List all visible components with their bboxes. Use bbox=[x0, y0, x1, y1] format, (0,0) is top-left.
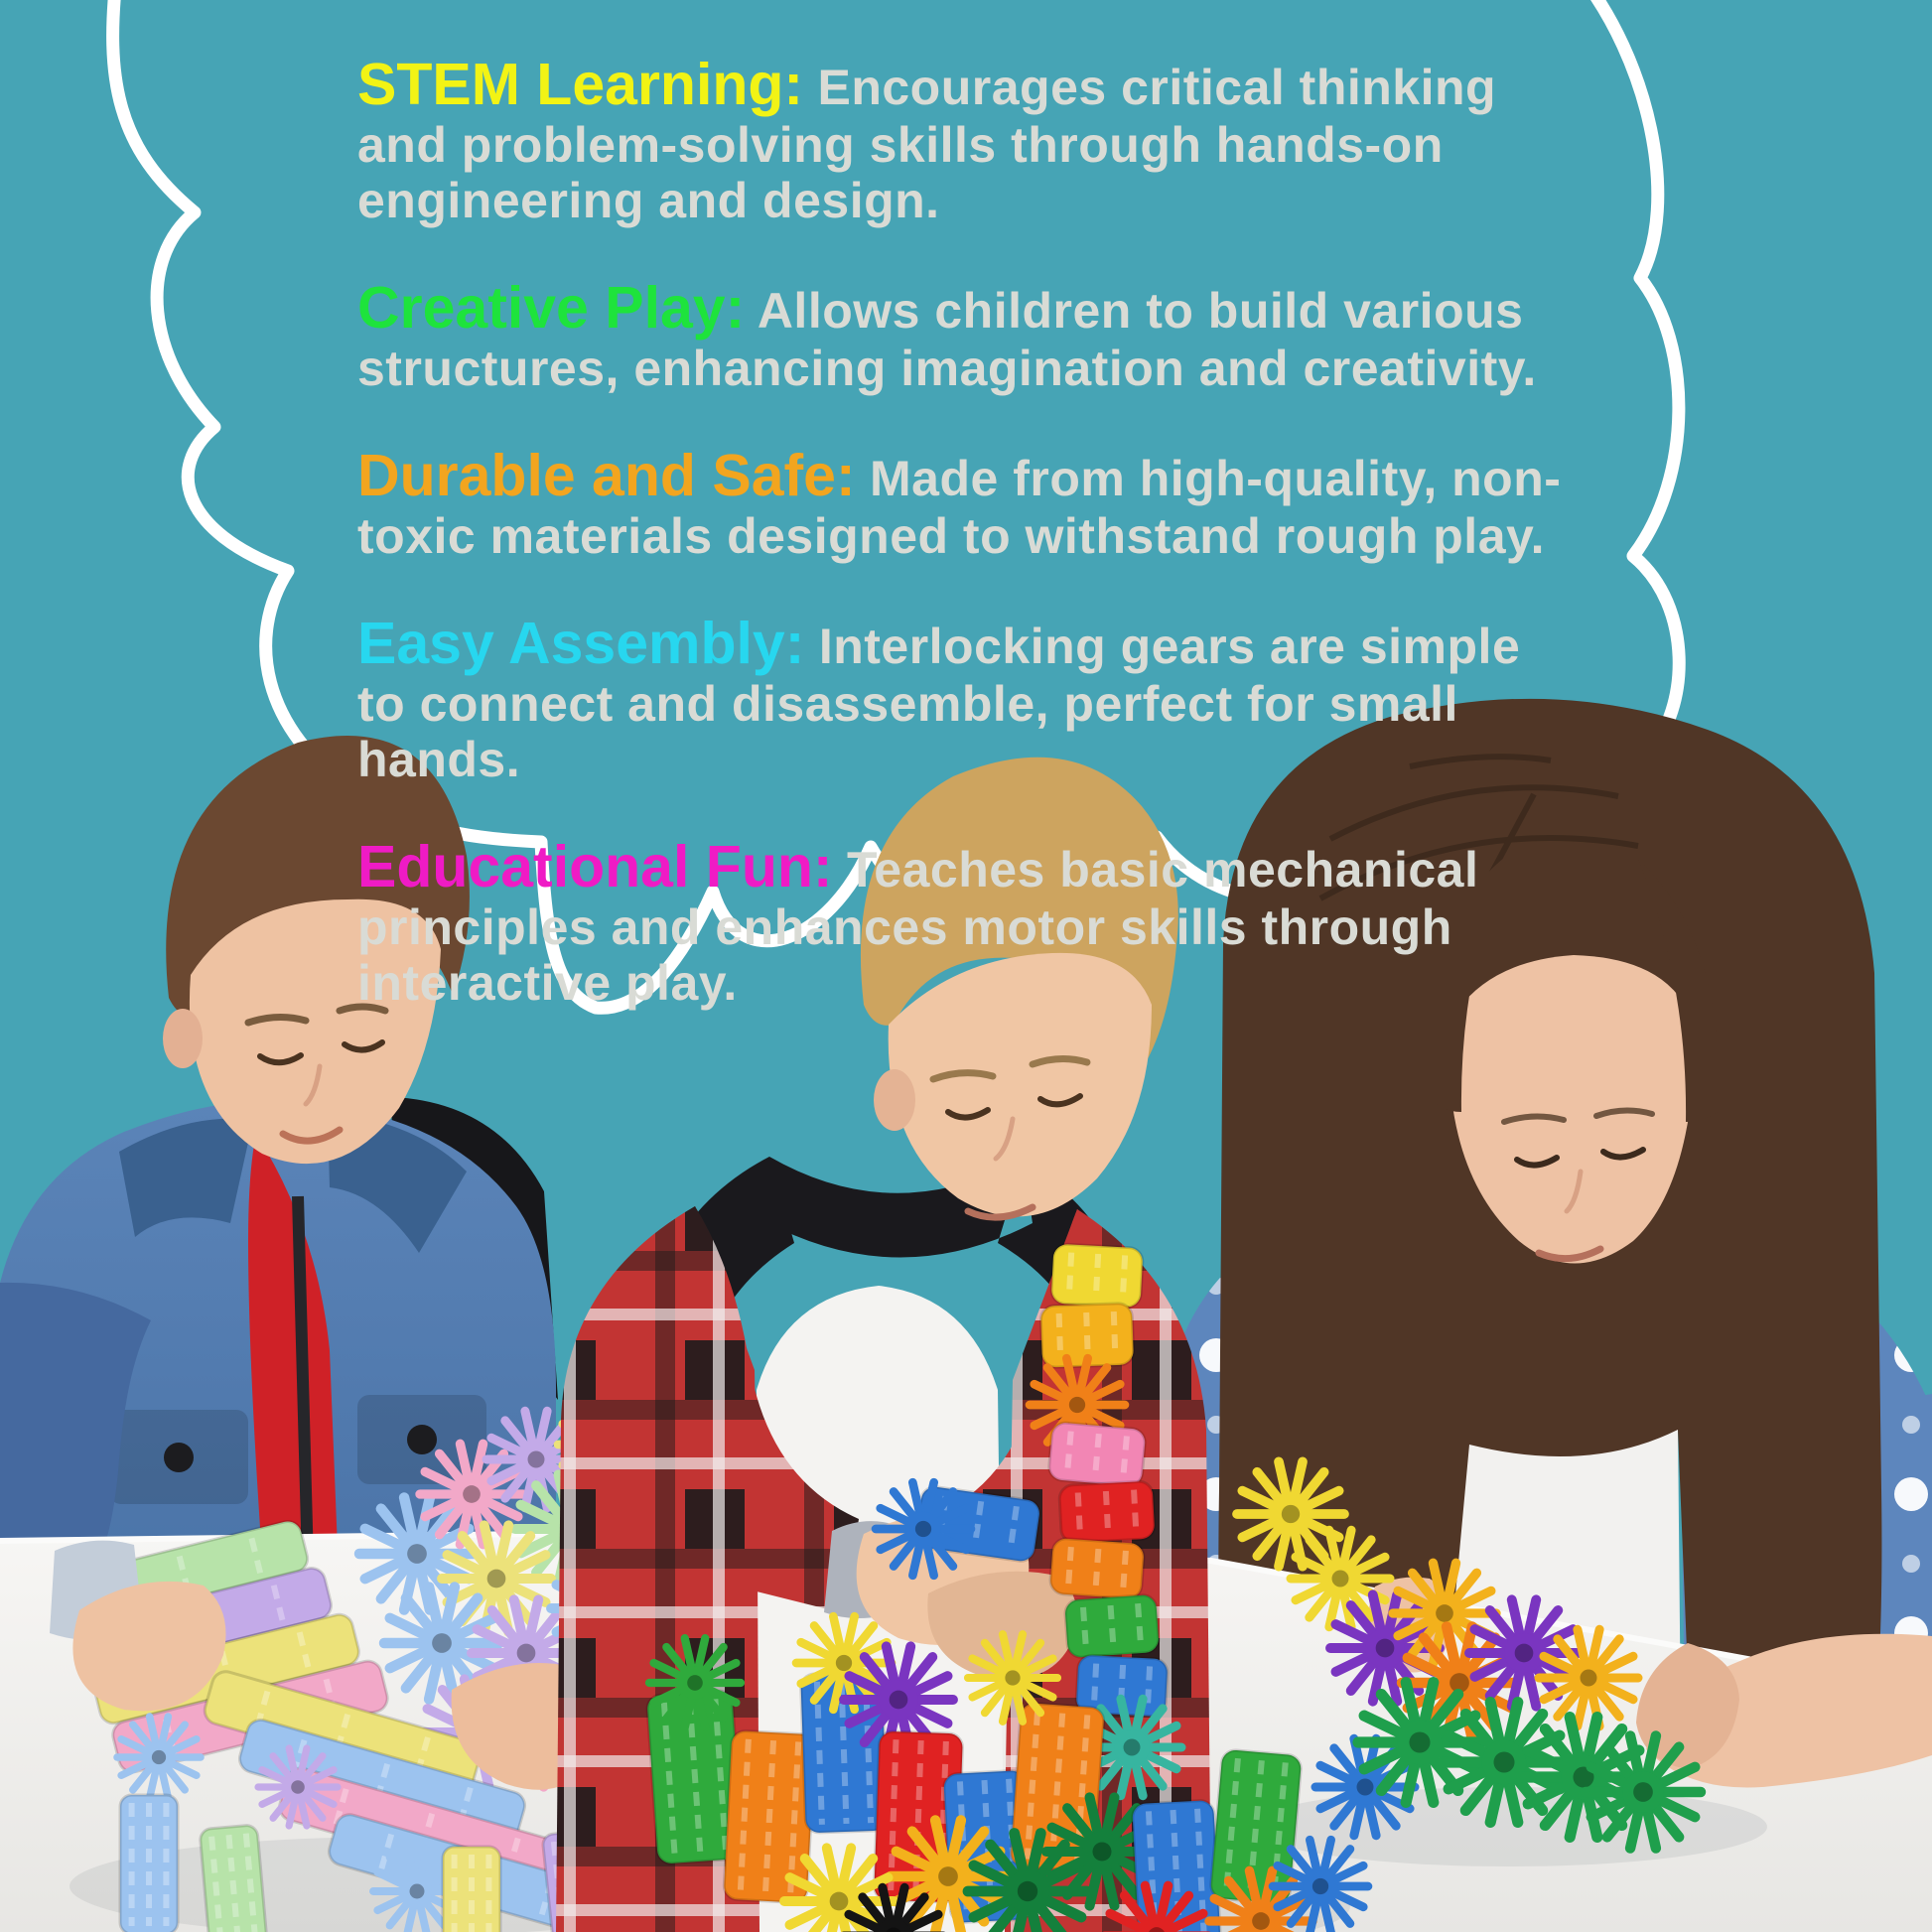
feature-heading: Creative Play: bbox=[357, 275, 746, 342]
gear-column bbox=[724, 1730, 816, 1903]
feature-item bbox=[357, 52, 1574, 228]
gear-column bbox=[1049, 1538, 1145, 1599]
gear-column bbox=[1050, 1244, 1143, 1309]
feature-heading: STEM Learning: bbox=[357, 52, 804, 117]
gear-column bbox=[443, 1847, 500, 1932]
gear-column bbox=[120, 1795, 178, 1932]
feature-item bbox=[357, 611, 1574, 787]
feature-heading: Durable and Safe: bbox=[357, 443, 856, 509]
gear-column bbox=[1059, 1481, 1156, 1544]
feature-body: Teaches basic mechanical principles and enhances motor skills through interactive play. bbox=[357, 842, 1479, 1012]
feature-heading: Educational Fun: bbox=[357, 834, 833, 900]
feature-body: Made from high-quality, non-toxic materials designed to withstand rough play. bbox=[357, 451, 1562, 565]
gear-column bbox=[1048, 1422, 1147, 1487]
gear-column bbox=[200, 1825, 267, 1932]
feature-list bbox=[357, 52, 1574, 1057]
boy-left-ear bbox=[163, 1009, 203, 1068]
feature-body: Interlocking gears are simple to connect and disassemble, perfect for small hands. bbox=[357, 619, 1521, 788]
feature-item bbox=[357, 834, 1574, 1011]
feature-heading: Easy Assembly: bbox=[357, 611, 805, 677]
gear-column bbox=[1064, 1594, 1160, 1658]
feature-body: Allows children to build various structures, enhancing imagination and creativity. bbox=[357, 283, 1537, 397]
feature-body: Encourages critical thinking and problem-solving skills through hands-on engineering and design. bbox=[357, 60, 1497, 229]
boy-mid-ear bbox=[874, 1069, 915, 1131]
feature-item bbox=[357, 443, 1574, 564]
feature-item bbox=[357, 275, 1574, 396]
